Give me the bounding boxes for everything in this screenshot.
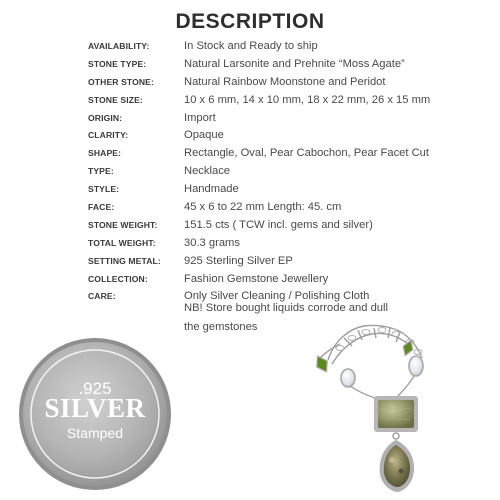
spec-row-collection xyxy=(88,273,488,291)
spec-value: Fashion Gemstone Jewellery xyxy=(184,272,329,285)
seal-text xyxy=(18,337,172,491)
spec-label: TOTAL WEIGHT: xyxy=(88,237,156,248)
spec-row-clarity xyxy=(88,129,488,147)
care-note-line: the gemstones xyxy=(184,321,258,333)
moonstone-right xyxy=(409,356,423,376)
spec-row-type xyxy=(88,165,488,183)
spec-value: Handmade xyxy=(184,183,239,196)
spec-label: COLLECTION: xyxy=(88,273,148,284)
spec-value: Opaque xyxy=(184,129,224,142)
spec-value: Natural Larsonite and Prehnite “Moss Agate” xyxy=(184,57,405,70)
spec-value: Only Silver Cleaning / Polishing Cloth xyxy=(184,290,370,303)
spec-label: ORIGIN: xyxy=(88,112,123,123)
spec-label: SETTING METAL: xyxy=(88,255,161,266)
spec-row-stone-size xyxy=(88,94,488,112)
spec-value: Necklace xyxy=(184,165,231,178)
spec-label: STYLE: xyxy=(88,184,120,195)
spec-value: Import xyxy=(184,111,216,124)
spec-value: 925 Sterling Silver EP xyxy=(184,254,293,267)
spec-value: 45 x 6 to 22 mm Length: 45. cm xyxy=(184,201,342,214)
spec-row-stone-weight xyxy=(88,219,488,237)
spec-value: In Stock and Ready to ship xyxy=(184,40,318,52)
spec-label: SHAPE: xyxy=(88,148,122,159)
spec-row-setting-metal xyxy=(88,255,488,273)
spec-label: STONE SIZE: xyxy=(88,94,143,105)
care-note-line: NB! Store bought liquids corrode and dull xyxy=(184,302,388,314)
spec-row-origin xyxy=(88,112,488,130)
spec-label: TYPE: xyxy=(88,166,114,177)
spec-label: CARE: xyxy=(88,291,116,302)
seal-number: .925 xyxy=(78,379,112,398)
spec-value: Rectangle, Oval, Pear Cabochon, Pear Facet Cut xyxy=(184,147,430,160)
seal-caption: Stamped xyxy=(66,425,124,441)
spec-row-style xyxy=(88,183,488,201)
spec-row-availability xyxy=(88,40,488,58)
rectangle-stone xyxy=(378,400,414,428)
spec-value: 30.3 grams xyxy=(184,236,240,249)
spec-row-stone-type xyxy=(88,58,488,76)
spec-label: OTHER STONE: xyxy=(88,76,154,87)
spec-row-shape xyxy=(88,147,488,165)
spec-value: 10 x 6 mm, 14 x 10 mm, 18 x 22 mm, 26 x 15 mm xyxy=(184,93,431,106)
specification-list xyxy=(88,40,488,308)
page-title: DESCRIPTION xyxy=(175,10,325,33)
spec-row-other-stone xyxy=(88,76,488,94)
spec-label: AVAILABILITY: xyxy=(88,41,150,51)
seal-word: SILVER xyxy=(44,393,146,423)
spec-row-total-weight xyxy=(88,237,488,255)
spec-label: STONE TYPE: xyxy=(88,58,147,69)
spec-value: 151.5 cts ( TCW incl. gems and silver) xyxy=(184,218,373,231)
peridot-right xyxy=(401,339,416,357)
spec-label: STONE WEIGHT: xyxy=(88,219,158,230)
spec-value: Natural Rainbow Moonstone and Peridot xyxy=(184,75,386,88)
moonstone-left xyxy=(341,369,355,387)
spec-row-face xyxy=(88,201,488,219)
spec-label: CLARITY: xyxy=(88,130,129,141)
necklace-image xyxy=(300,318,490,496)
spec-label: FACE: xyxy=(88,202,115,213)
